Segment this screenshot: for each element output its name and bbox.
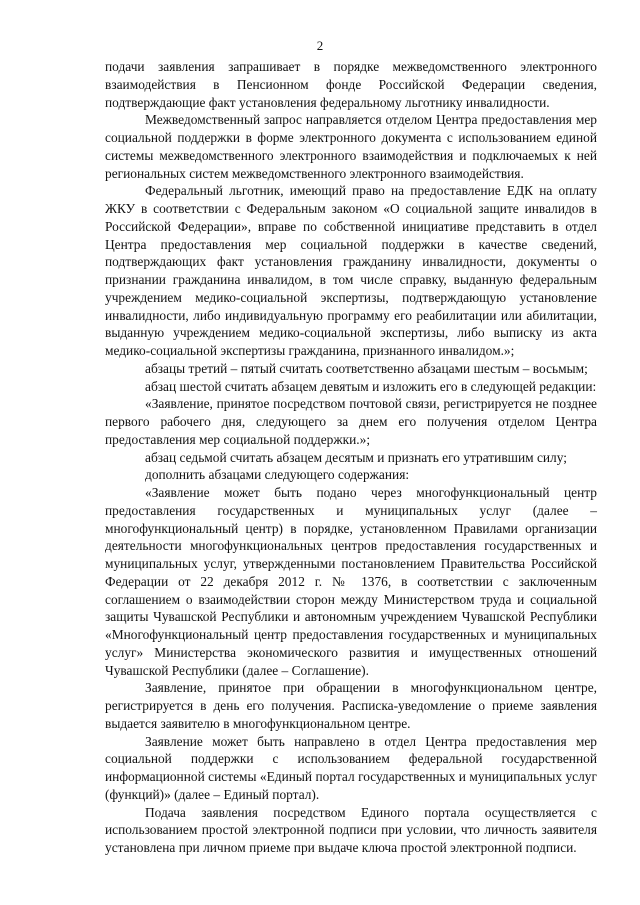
document-body <box>105 58 597 857</box>
paragraph: Межведомственный запрос направляется отделом Центра предоставления мер социальной поддержки в форме электронного документа с использованием единой системы межведомственного электронного взаимодействия и подключаемых к ней региональных систем межведомственного электронного взаимодействия. <box>105 112 597 181</box>
paragraph: абзац шестой считать абзацем девятым и изложить его в следующей редакции: <box>145 378 597 394</box>
paragraph: Заявление может быть направлено в отдел Центра предоставления мер социальной поддержки с использованием федеральной государственной информационной системы «Единый портал государственных и муниципальных услуг (функций)» (далее – Единый портал). <box>105 733 597 802</box>
page-number: 2 <box>316 38 324 53</box>
paragraph: дополнить абзацами следующего содержания: <box>145 467 410 483</box>
paragraph: Заявление, принятое при обращении в многофункциональном центре, регистрируется в день его получения. Расписка-уведомление о приеме заявления выдается заявителю в многофункциональном центре. <box>105 680 597 731</box>
paragraph: Федеральный льготник, имеющий право на предоставление ЕДК на оплату ЖКУ в соответствии с Федеральным законом «О социальной защите инвалидов в Российской Федерации», вправе по собственной инициативе представить в отдел Центра предоставления мер социальной поддержки в качестве сведений, подтверждающих факт установления гражданину инвалидности, документы о признании гражданина инвалидом, в том числе справку, выданную федеральным учреждением медико-социальной экспертизы, подтверждающую установление инвалидности, либо индивидуальную программу его реабилитации или абилитации, выданную учреждением медико-социальной экспертизы, либо выписку из акта медико-социальной экспертизы гражданина, признанного инвалидом.»; <box>105 183 597 358</box>
paragraph: «Заявление, принятое посредством почтовой связи, регистрируется не позднее первого рабочего дня, следующего за днем его получения отделом Центра предоставления мер социальной поддержки.»; <box>105 396 597 447</box>
paragraph: абзацы третий – пятый считать соответственно абзацами шестым – восьмым; <box>145 360 588 376</box>
paragraph: Подача заявления посредством Единого портала осуществляется с использованием простой электронной подписи при условии, что личность заявителя установлена при личном приеме при выдаче ключа простой электронной подписи. <box>105 804 597 855</box>
paragraph: абзац седьмой считать абзацем десятым и признать его утратившим силу; <box>145 449 567 465</box>
paragraph: «Заявление может быть подано через многофункциональный центр предоставления государственных и муниципальных услуг (далее – многофункциональный центр) в порядке, установленном Правилами организации деятельности многофункциональных центров предоставления государственных и муниципальных услуг, утвержденными постановлением Правительства Российской Федерации от 22 декабря 2012 г. № 1376, в соответствии с заключенным соглашением о взаимодействии сторон между Министерством труда и социальной защиты Чувашской Республики и автономным учреждением Чувашской Республики «Многофункциональный центр предоставления государственных и муниципальных услуг» Министерства экономического развития и имущественных отношений Чувашской Республики (далее – Соглашение). <box>105 485 597 678</box>
paragraph: подачи заявления запрашивает в порядке межведомственного электронного взаимодействия в Пенсионном фонде Российской Федерации сведения, подтверждающие факт установления федеральному льготнику инвалидности. <box>105 59 597 110</box>
